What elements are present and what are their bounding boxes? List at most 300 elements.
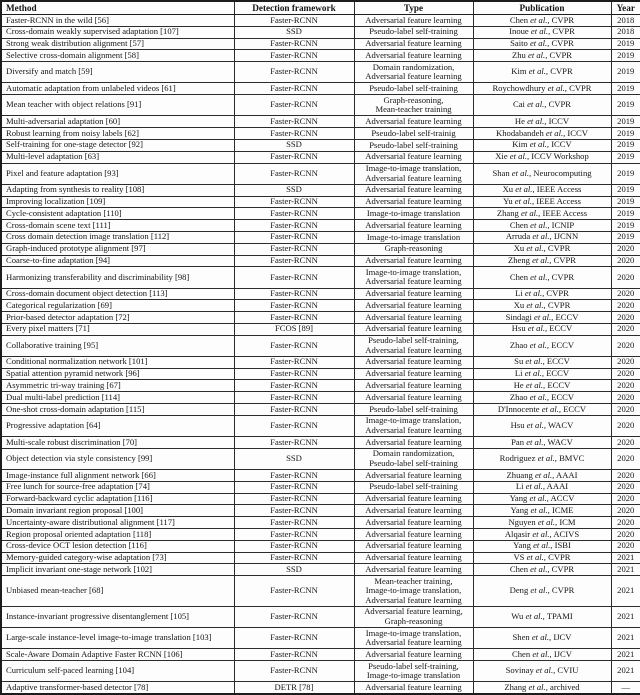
publication-author: Saito bbox=[510, 38, 528, 49]
publication-etal: et al., bbox=[530, 585, 550, 596]
publication-venue: ECCV bbox=[549, 323, 573, 334]
publication-cell bbox=[473, 220, 611, 232]
method-cell: Self-training for one-stage detector [92] bbox=[1, 139, 234, 151]
type-cell bbox=[354, 437, 473, 449]
type-cell bbox=[354, 505, 473, 517]
publication-cell bbox=[473, 116, 611, 128]
framework-cell: Faster-RCNN bbox=[234, 437, 354, 449]
framework-cell: Faster-RCNN bbox=[234, 83, 354, 95]
publication-cell bbox=[473, 628, 611, 649]
type-line: Adversarial feature learning bbox=[365, 344, 462, 355]
publication-venue: ECCV bbox=[563, 403, 587, 414]
publication-cell bbox=[473, 323, 611, 335]
type-cell bbox=[354, 208, 473, 220]
publication-etal: et al., bbox=[527, 99, 547, 110]
publication-etal: et al., bbox=[541, 403, 562, 414]
framework-cell: Faster-RCNN bbox=[234, 493, 354, 505]
table-row bbox=[1, 415, 640, 436]
publication-cell bbox=[473, 139, 611, 151]
type-line: Graph-reasoning bbox=[384, 616, 443, 627]
type-line: Image-to-image translation bbox=[366, 231, 461, 242]
method-cell: Robust learning from noisy labels [62] bbox=[1, 128, 234, 140]
type-cell bbox=[354, 288, 473, 300]
type-cell bbox=[354, 300, 473, 312]
year-cell: 2019 bbox=[611, 184, 640, 196]
type-line: Graph-reasoning, bbox=[383, 94, 444, 105]
year-cell: 2020 bbox=[611, 470, 640, 482]
publication-cell bbox=[473, 288, 611, 300]
publication-author: Yu bbox=[503, 196, 513, 207]
type-line: Adversarial feature learning bbox=[365, 681, 462, 692]
year-cell: 2020 bbox=[611, 505, 640, 517]
publication-cell bbox=[473, 312, 611, 324]
table-row bbox=[1, 323, 640, 335]
publication-author: Kim bbox=[512, 139, 528, 150]
column-header-framework: Detection framework bbox=[234, 1, 354, 15]
table-row bbox=[1, 628, 640, 649]
method-cell: Pixel and feature adaptation [93] bbox=[1, 163, 234, 184]
year-cell: 2020 bbox=[611, 517, 640, 529]
year-cell: 2020 bbox=[611, 540, 640, 552]
type-line: Adversarial feature learning bbox=[365, 505, 462, 516]
year-cell: — bbox=[611, 682, 640, 694]
publication-author: Chen bbox=[509, 219, 529, 230]
table-row bbox=[1, 312, 640, 324]
type-line: Adversarial feature learning bbox=[365, 540, 462, 551]
publication-venue: ICCV bbox=[548, 115, 570, 126]
type-line: Pseudo-label self-training bbox=[369, 481, 458, 492]
table-row bbox=[1, 255, 640, 267]
method-cell: Cross-domain scene text [111] bbox=[1, 220, 234, 232]
publication-author: Xu bbox=[502, 184, 514, 195]
publication-cell bbox=[473, 448, 611, 469]
publication-etal: et al., bbox=[530, 563, 550, 574]
framework-cell: Faster-RCNN bbox=[234, 151, 354, 163]
publication-author: Shan bbox=[492, 167, 510, 178]
table-body bbox=[1, 15, 640, 695]
publication-venue: IJCNN bbox=[553, 231, 579, 242]
method-cell: Harmonizing transferability and discriminability [98] bbox=[1, 267, 234, 288]
table-row bbox=[1, 470, 640, 482]
type-line: Adversarial feature learning bbox=[365, 71, 462, 82]
year-cell: 2020 bbox=[611, 448, 640, 469]
publication-etal: et al., bbox=[547, 82, 567, 93]
publication-author: Rodriguez bbox=[499, 453, 536, 464]
type-line: Adversarial feature learning bbox=[365, 151, 462, 162]
framework-cell: Faster-RCNN bbox=[234, 50, 354, 62]
publication-venue: ICCV bbox=[567, 127, 588, 138]
type-cell bbox=[354, 392, 473, 404]
type-line: Adversarial feature learning bbox=[365, 380, 462, 391]
publication-author: Chen bbox=[512, 648, 531, 659]
publication-cell bbox=[473, 163, 611, 184]
type-line: Adversarial feature learning bbox=[365, 356, 462, 367]
year-cell: 2019 bbox=[611, 95, 640, 116]
publication-etal: et al., bbox=[529, 139, 550, 150]
publication-venue: IEEE Access bbox=[542, 207, 588, 218]
publication-venue: Neurocomputing bbox=[533, 167, 592, 178]
type-cell bbox=[354, 116, 473, 128]
table-row bbox=[1, 184, 640, 196]
publication-venue: IEEE Access bbox=[536, 184, 582, 195]
framework-cell: SSD bbox=[234, 564, 354, 576]
publication-cell bbox=[473, 470, 611, 482]
publication-venue: IJCV bbox=[553, 632, 572, 643]
framework-cell: Faster-RCNN bbox=[234, 368, 354, 380]
framework-cell: Faster-RCNN bbox=[234, 312, 354, 324]
publication-author: Xu bbox=[513, 243, 525, 254]
table-row bbox=[1, 62, 640, 83]
publication-cell bbox=[473, 243, 611, 255]
method-cell: Strong weak distribution alignment [57] bbox=[1, 38, 234, 50]
publication-venue: CVPR bbox=[549, 49, 572, 60]
publication-author: Wu bbox=[511, 611, 524, 622]
framework-cell: Faster-RCNN bbox=[234, 220, 354, 232]
framework-cell: FCOS [89] bbox=[234, 323, 354, 335]
type-line: Adversarial feature learning bbox=[365, 516, 462, 527]
publication-venue: ICNIP bbox=[551, 219, 575, 230]
type-line: Domain randomization, bbox=[372, 448, 455, 459]
type-line: Mean-teacher training, bbox=[374, 575, 453, 586]
framework-cell: SSD bbox=[234, 139, 354, 151]
year-cell: 2020 bbox=[611, 529, 640, 541]
year-cell: 2018 bbox=[611, 26, 640, 38]
publication-venue: CVPR bbox=[548, 99, 572, 110]
publication-cell bbox=[473, 196, 611, 208]
year-cell: 2020 bbox=[611, 368, 640, 380]
type-cell bbox=[354, 448, 473, 469]
publication-venue: ACIVS bbox=[553, 528, 580, 539]
publication-cell bbox=[473, 300, 611, 312]
type-cell bbox=[354, 50, 473, 62]
publication-cell bbox=[473, 38, 611, 50]
publication-venue: CVPR bbox=[553, 255, 577, 266]
type-cell bbox=[354, 62, 473, 83]
publication-cell bbox=[473, 255, 611, 267]
type-line: Adversarial feature learning bbox=[365, 14, 462, 25]
publication-author: Su bbox=[514, 356, 524, 367]
publication-etal: et al., bbox=[509, 151, 530, 162]
publication-etal: et al., bbox=[521, 207, 541, 218]
type-line: Adversarial feature learning bbox=[365, 528, 462, 539]
publication-cell bbox=[473, 552, 611, 564]
publication-cell bbox=[473, 231, 611, 243]
publication-venue: ECCV bbox=[546, 368, 570, 379]
publication-etal: et al., bbox=[530, 14, 550, 25]
type-cell bbox=[354, 335, 473, 356]
publication-etal: et al., bbox=[528, 49, 548, 60]
framework-cell: Faster-RCNN bbox=[234, 15, 354, 27]
publication-author: D'Innocente bbox=[497, 403, 540, 414]
publication-etal: et al., bbox=[529, 339, 550, 350]
publication-venue: BMVC bbox=[559, 453, 585, 464]
framework-cell: SSD bbox=[234, 184, 354, 196]
framework-cell: Faster-RCNN bbox=[234, 470, 354, 482]
method-cell: Uncertainty-aware distributional alignment [117] bbox=[1, 517, 234, 529]
type-cell bbox=[354, 220, 473, 232]
table-row bbox=[1, 243, 640, 255]
table-row bbox=[1, 517, 640, 529]
year-cell: 2020 bbox=[611, 335, 640, 356]
type-cell bbox=[354, 540, 473, 552]
publication-cell bbox=[473, 682, 611, 694]
publication-venue: CVPR bbox=[551, 563, 575, 574]
publication-venue: CVPR bbox=[551, 14, 575, 25]
method-cell: Multi-level adaptation [63] bbox=[1, 151, 234, 163]
method-cell: Large-scale instance-level image-to-image translation [103] bbox=[1, 628, 234, 649]
publication-author: Zheng bbox=[507, 255, 530, 266]
publication-author: Xie bbox=[495, 151, 508, 162]
table-row bbox=[1, 288, 640, 300]
publication-cell bbox=[473, 208, 611, 220]
publication-cell bbox=[473, 437, 611, 449]
type-line: Mean-teacher training bbox=[375, 104, 452, 115]
table-row bbox=[1, 437, 640, 449]
publication-venue: IEEE Access bbox=[536, 196, 581, 207]
method-cell: Cycle-consistent adaptation [110] bbox=[1, 208, 234, 220]
publication-cell bbox=[473, 368, 611, 380]
type-cell bbox=[354, 139, 473, 151]
type-line: Adversarial feature learning bbox=[365, 276, 462, 287]
year-cell: 2020 bbox=[611, 323, 640, 335]
year-cell: 2019 bbox=[611, 139, 640, 151]
type-line: Adversarial feature learning bbox=[365, 115, 462, 126]
table-row bbox=[1, 83, 640, 95]
publication-etal: et al., bbox=[529, 391, 550, 402]
type-line: Adversarial feature learning bbox=[365, 391, 462, 402]
type-cell bbox=[354, 128, 473, 140]
year-cell: 2020 bbox=[611, 481, 640, 493]
table-row bbox=[1, 404, 640, 416]
type-cell bbox=[354, 682, 473, 694]
type-cell bbox=[354, 243, 473, 255]
type-cell bbox=[354, 481, 473, 493]
year-cell: 2020 bbox=[611, 288, 640, 300]
publication-etal: et al., bbox=[511, 167, 532, 178]
publication-etal: et al., bbox=[527, 323, 548, 334]
table-row bbox=[1, 38, 640, 50]
method-cell: Automatic adaptation from unlabeled videos [61] bbox=[1, 83, 234, 95]
publication-cell bbox=[473, 529, 611, 541]
method-cell: Unbiased mean-teacher [68] bbox=[1, 576, 234, 607]
type-line: Adversarial feature learning bbox=[365, 219, 462, 230]
publication-cell bbox=[473, 564, 611, 576]
year-cell: 2020 bbox=[611, 255, 640, 267]
method-cell: Improving localization [109] bbox=[1, 196, 234, 208]
publication-cell bbox=[473, 505, 611, 517]
publication-venue: ICCV bbox=[551, 139, 572, 150]
year-cell: 2020 bbox=[611, 404, 640, 416]
year-cell: 2020 bbox=[611, 356, 640, 368]
publication-cell bbox=[473, 95, 611, 116]
publication-venue: ICCV Workshop bbox=[531, 151, 589, 162]
type-line: Adversarial feature learning bbox=[365, 564, 462, 574]
type-line: Graph-reasoning bbox=[384, 243, 443, 254]
framework-cell: SSD bbox=[234, 26, 354, 38]
publication-author: Kim bbox=[511, 66, 527, 77]
framework-cell: Faster-RCNN bbox=[234, 243, 354, 255]
publication-etal: et al., bbox=[525, 481, 545, 492]
framework-cell: Faster-RCNN bbox=[234, 255, 354, 267]
table-row bbox=[1, 300, 640, 312]
framework-cell: Faster-RCNN bbox=[234, 288, 354, 300]
publication-author: Arruda bbox=[505, 231, 531, 242]
publication-etal: et al., bbox=[526, 299, 546, 310]
table-row bbox=[1, 576, 640, 607]
table-row bbox=[1, 380, 640, 392]
method-cell: Cross-domain document object detection [113] bbox=[1, 288, 234, 300]
type-cell bbox=[354, 356, 473, 368]
year-cell: 2018 bbox=[611, 15, 640, 27]
framework-cell: Faster-RCNN bbox=[234, 231, 354, 243]
publication-author: Alqasir bbox=[504, 528, 531, 539]
framework-cell: Faster-RCNN bbox=[234, 300, 354, 312]
publication-cell bbox=[473, 404, 611, 416]
publication-cell bbox=[473, 335, 611, 356]
table-row bbox=[1, 356, 640, 368]
framework-cell: Faster-RCNN bbox=[234, 404, 354, 416]
publication-venue: ECCV bbox=[547, 379, 571, 390]
publication-etal: et al., bbox=[532, 231, 552, 242]
publication-venue: ECCV bbox=[546, 356, 570, 367]
type-line: Pseudo-label self-training bbox=[369, 82, 458, 93]
method-cell: Prior-based detector adaptation [72] bbox=[1, 312, 234, 324]
framework-cell: Faster-RCNN bbox=[234, 552, 354, 564]
year-cell: 2020 bbox=[611, 300, 640, 312]
publication-venue: CVPR bbox=[569, 82, 592, 93]
publication-author: Sovinay bbox=[505, 665, 534, 676]
type-cell bbox=[354, 26, 473, 38]
method-cell: Coarse-to-fine adaptation [94] bbox=[1, 255, 234, 267]
year-cell: 2021 bbox=[611, 576, 640, 607]
method-cell: Mean teacher with object relations [91] bbox=[1, 95, 234, 116]
type-cell bbox=[354, 564, 473, 576]
publication-author: Li bbox=[514, 368, 523, 379]
type-line: Image-to-image translation, bbox=[365, 266, 462, 277]
type-line: Adversarial feature learning bbox=[365, 172, 462, 183]
year-cell: 2020 bbox=[611, 392, 640, 404]
type-line: Pseudo-label self-training bbox=[369, 457, 458, 468]
publication-author: VS bbox=[513, 552, 525, 563]
type-line: Adversarial feature learning bbox=[365, 323, 462, 334]
method-cell: Image-instance full alignment network [66] bbox=[1, 470, 234, 482]
publication-etal: et al., bbox=[515, 184, 535, 195]
type-line: Adversarial feature learning bbox=[365, 469, 462, 480]
year-cell: 2019 bbox=[611, 50, 640, 62]
framework-cell: Faster-RCNN bbox=[234, 356, 354, 368]
year-cell: 2020 bbox=[611, 243, 640, 255]
framework-cell: Faster-RCNN bbox=[234, 415, 354, 436]
type-cell bbox=[354, 83, 473, 95]
publication-cell bbox=[473, 392, 611, 404]
year-cell: 2019 bbox=[611, 128, 640, 140]
publication-etal: et al., bbox=[532, 648, 552, 659]
framework-cell: Faster-RCNN bbox=[234, 335, 354, 356]
publication-cell bbox=[473, 50, 611, 62]
method-cell: Forward-backward cyclic adaptation [116] bbox=[1, 493, 234, 505]
framework-cell: Faster-RCNN bbox=[234, 208, 354, 220]
publication-venue: ICME bbox=[551, 504, 574, 515]
publication-author: Zhu bbox=[512, 49, 526, 60]
table-row bbox=[1, 163, 640, 184]
publication-cell bbox=[473, 128, 611, 140]
type-cell bbox=[354, 163, 473, 184]
type-line: Image-to-image translation bbox=[366, 207, 461, 218]
type-cell bbox=[354, 529, 473, 541]
method-cell: Free lunch for source-free adaptation [74] bbox=[1, 481, 234, 493]
framework-cell: Faster-RCNN bbox=[234, 267, 354, 288]
type-line: Image-to-image translation bbox=[366, 670, 461, 681]
publication-venue: CVPR bbox=[551, 38, 574, 49]
publication-etal: et al., bbox=[529, 493, 549, 504]
publication-cell bbox=[473, 606, 611, 627]
method-cell: One-shot cross-domain adaptation [115] bbox=[1, 404, 234, 416]
publication-venue: ACCV bbox=[550, 493, 575, 504]
publication-etal: et al., bbox=[530, 271, 550, 282]
table-row bbox=[1, 15, 640, 27]
publication-etal: et al., bbox=[524, 288, 545, 298]
publication-etal: et al., bbox=[529, 38, 550, 49]
publication-etal: et al., bbox=[530, 26, 551, 37]
type-line: Adversarial feature learning bbox=[365, 38, 462, 49]
framework-cell: SSD bbox=[234, 448, 354, 469]
publication-author: Yang bbox=[510, 504, 529, 515]
type-line: Adversarial feature learning bbox=[365, 648, 462, 659]
publication-etal: et al., bbox=[526, 420, 547, 431]
type-line: Adversarial feature learning bbox=[365, 436, 462, 447]
type-cell bbox=[354, 552, 473, 564]
table-row bbox=[1, 196, 640, 208]
method-cell: Cross-device OCT lesion detection [116] bbox=[1, 540, 234, 552]
publication-author: Zhuang bbox=[506, 469, 533, 480]
framework-cell: Faster-RCNN bbox=[234, 529, 354, 541]
publication-author: Chen bbox=[509, 14, 529, 25]
type-line: Adversarial feature learning bbox=[365, 288, 462, 299]
publication-venue: AAAI bbox=[546, 481, 569, 492]
year-cell: 2019 bbox=[611, 220, 640, 232]
publication-etal: et al., bbox=[545, 127, 566, 138]
method-cell: Cross domain detection image translation [112] bbox=[1, 231, 234, 243]
type-cell bbox=[354, 649, 473, 661]
type-line: Image-to-image translation, bbox=[365, 163, 462, 174]
type-line: Adversarial feature learning bbox=[365, 552, 462, 563]
type-cell bbox=[354, 576, 473, 607]
year-cell: 2021 bbox=[611, 628, 640, 649]
type-line: Domain randomization, bbox=[372, 61, 455, 72]
framework-cell: Faster-RCNN bbox=[234, 649, 354, 661]
publication-author: Sindagi bbox=[505, 311, 532, 322]
publication-author: Yang bbox=[513, 540, 531, 551]
column-header-method: Method bbox=[1, 1, 234, 15]
publication-author: Inoue bbox=[509, 26, 529, 37]
method-cell: Instance-invariant progressive disentanglement [105] bbox=[1, 606, 234, 627]
table-row bbox=[1, 368, 640, 380]
type-cell bbox=[354, 661, 473, 682]
publication-cell bbox=[473, 493, 611, 505]
publication-etal: et al., bbox=[526, 552, 546, 563]
framework-cell: Faster-RCNN bbox=[234, 517, 354, 529]
framework-cell: Faster-RCNN bbox=[234, 540, 354, 552]
publication-author: Cai bbox=[512, 99, 525, 110]
method-cell: Selective cross-domain alignment [58] bbox=[1, 50, 234, 62]
publication-venue: CVPR bbox=[548, 552, 571, 563]
publication-venue: AAAI bbox=[555, 469, 578, 480]
column-header-year: Year bbox=[611, 1, 640, 15]
column-header-type: Type bbox=[354, 1, 473, 15]
publication-venue: ICM bbox=[559, 516, 576, 527]
publication-venue: TPAMI bbox=[546, 611, 573, 622]
year-cell: 2021 bbox=[611, 649, 640, 661]
